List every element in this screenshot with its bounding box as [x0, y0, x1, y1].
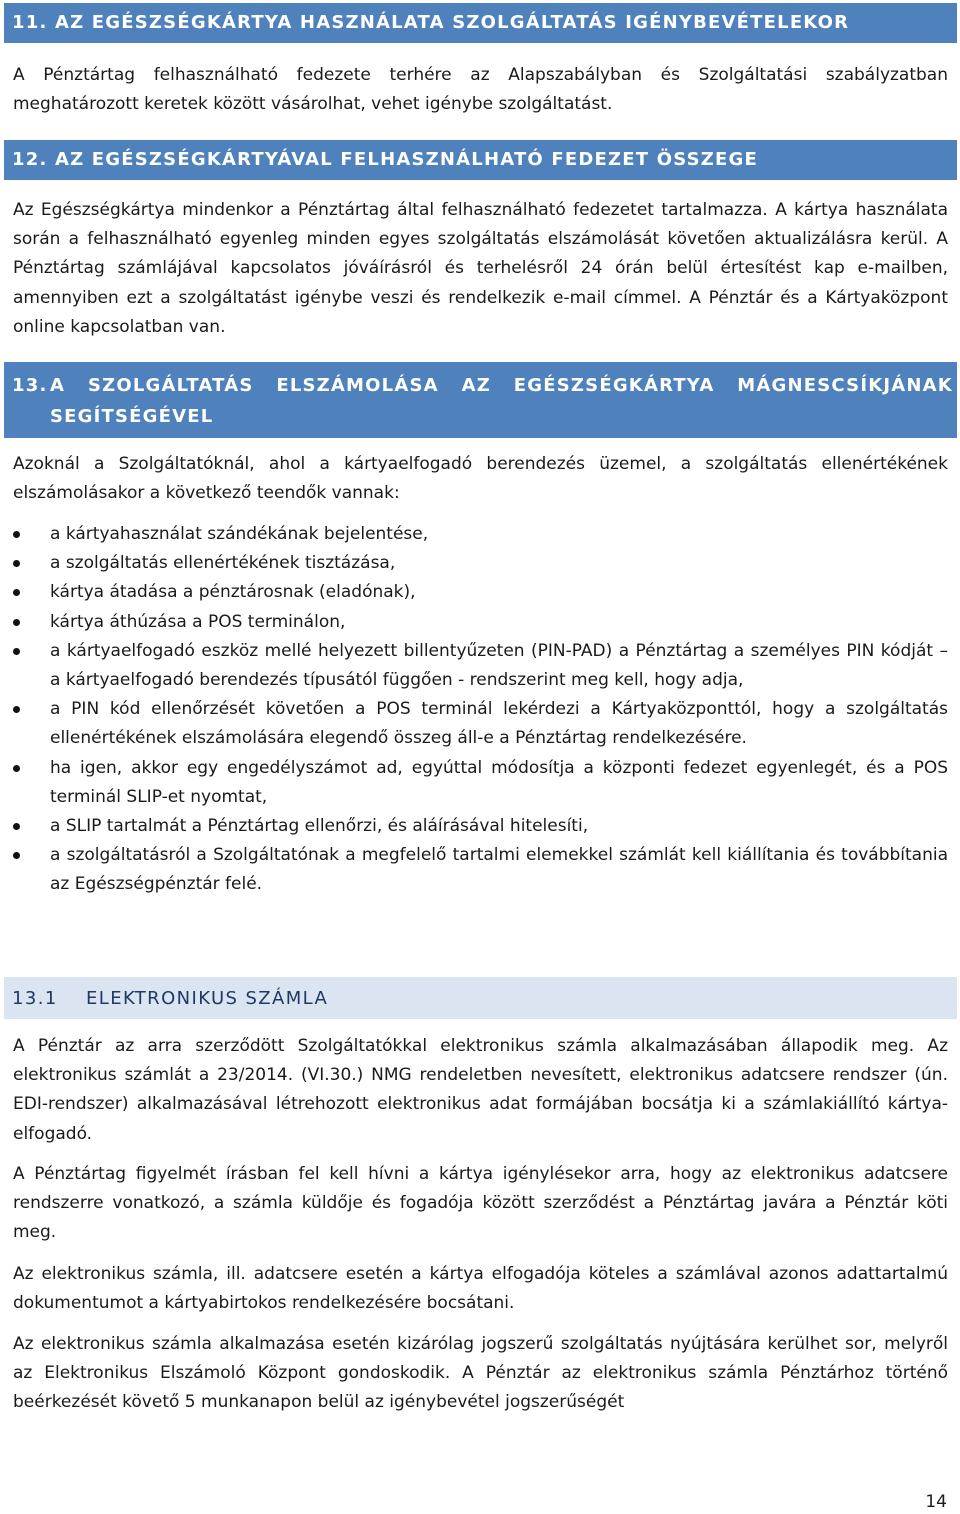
bullet-icon: [13, 765, 20, 772]
section-12-paragraph: Az Egészségkártya mindenkor a Pénztártag által felhasználható fedezetet tartalmazza. A kártya használata során a felhasználható egyenleg minden egyes szolgáltatás elszámolását követően aktualizálásra kerül. A Pénztártag számlájával kapcsolatos jóváírásról és terhelésről 24 órán belül értesítést kap e-mailben, amennyiben ezt a szolgáltatást igénybe veszi és rendelkezik e-mail címmel. A Pénztár és a Kártyaközpont online kapcsolatban van.: [13, 200, 948, 337]
section-13-1-paragraph-1: A Pénztár az arra szerződött Szolgáltatókkal elektronikus számla alkalmazásában állapodik meg. Az elektronikus számlát a 23/2014. (VI.30.) NMG rendeletben nevesített, elektronikus adatcsere rendszer (ún. EDI-rendszer) alkalmazásával létrehozott elektronikus adat formájában bocsátja ki a számlakiállító kártya-elfogadó.: [13, 1036, 948, 1144]
list-item-text: kártya átadása a pénztárosnak (eladónak),: [50, 582, 416, 603]
list-item: [13, 695, 948, 753]
list-item: [13, 754, 948, 812]
bullet-icon: [13, 531, 20, 538]
page-number: 14: [925, 1492, 947, 1512]
list-item-text: a SLIP tartalmát a Pénztártag ellenőrzi, és aláírásával hitelesíti,: [50, 816, 589, 837]
section-13-heading-word: MÁGNESCSÍKJÁNAK: [737, 375, 953, 396]
section-13-heading-words: [50, 370, 957, 401]
section-13-heading: [4, 362, 957, 438]
section-13-1-paragraph-3: Az elektronikus számla, ill. adatcsere esetén a kártya elfogadója köteles a számlával azonos adattartalmú dokumentumot a kártyabirtokos rendelkezésére bocsátani.: [13, 1264, 948, 1314]
section-12-heading: [4, 140, 957, 180]
section-13-1-paragraph-4: Az elektronikus számla alkalmazása esetén kizárólag jogszerű szolgáltatás nyújtására kerülhet sor, melyről az Elektronikus Elszámoló Központ gondoskodik. A Pénztár az elektronikus számla Pénztárhoz történő beérkezését követő 5 munkanapon belül az igénybevétel jogszerűségét: [13, 1334, 948, 1413]
list-item: [13, 841, 948, 899]
bullet-icon: [13, 852, 20, 859]
section-13-heading-word: EGÉSZSÉGKÁRTYA: [513, 375, 715, 396]
section-13-1-number: 13.1: [12, 988, 58, 1009]
section-13-1-title: ELEKTRONIKUS SZÁMLA: [86, 988, 329, 1009]
list-item-text: a szolgáltatás ellenértékének tisztázása,: [50, 553, 396, 574]
section-11-paragraph: A Pénztártag felhasználható fedezete terhére az Alapszabályban és Szolgáltatási szabályzatban meghatározott keretek között vásárolhat, vehet igénybe szolgáltatást.: [13, 65, 948, 115]
section-13-number: 13.: [12, 375, 48, 396]
section-13-heading-word: ELSZÁMOLÁSA: [276, 375, 439, 396]
section-11-heading-text: 11. AZ EGÉSZSÉGKÁRTYA HASZNÁLATA SZOLGÁLTATÁS IGÉNYBEVÉTELEKOR: [12, 12, 850, 33]
list-item-text: ha igen, akkor egy engedélyszámot ad, egyúttal módosítja a központi fedezet egyenlegét, és a POS terminál SLIP-et nyomtat,: [50, 757, 948, 807]
bullet-icon: [13, 823, 20, 830]
section-13-heading-continuation: SEGÍTSÉGÉVEL: [50, 406, 214, 427]
list-item: [13, 520, 948, 549]
section-13-1-paragraph-2: A Pénztártag figyelmét írásban fel kell hívni a kártya igénylésekor arra, hogy az elektronikus adatcsere rendszerre vonatkozó, a számla küldője és fogadója között szerződést a Pénztártag javára a Pénztár köti meg.: [13, 1164, 948, 1243]
bullet-icon: [13, 706, 20, 713]
list-item-text: kártya áthúzása a POS terminálon,: [50, 611, 346, 632]
bullet-icon: [13, 619, 20, 626]
section-11-heading: [4, 3, 957, 43]
list-item-text: a kártyaelfogadó eszköz mellé helyezett billentyűzeten (PIN-PAD) a Pénztártag a személyes PIN kódját – a kártyaelfogadó berendezés típusától függően - rendszerint meg kell, hogy adja,: [50, 640, 948, 691]
list-item: [13, 549, 948, 578]
section-13-heading-word: A: [50, 375, 66, 396]
list-item: [13, 578, 948, 607]
list-item: [13, 608, 948, 637]
list-item-text: a kártyahasználat szándékának bejelentése,: [50, 524, 429, 544]
section-12-heading-text: 12. AZ EGÉSZSÉGKÁRTYÁVAL FELHASZNÁLHATÓ FEDEZET ÖSSZEGE: [12, 149, 758, 170]
section-13-heading-word: AZ: [461, 375, 491, 396]
section-13-1-heading: [4, 977, 957, 1019]
list-item: [13, 812, 948, 841]
list-item-text: a szolgáltatásról a Szolgáltatónak a megfelelő tartalmi elemekkel számlát kell kiállítania és továbbítania az Egészségpénztár felé.: [50, 845, 948, 895]
list-item-text: a PIN kód ellenőrzését követően a POS terminál lekérdezi a Kártyaközponttól, hogy a szolgáltatás ellenértékének elszámolására elegendő összeg áll-e a Pénztártag rendelkezésére.: [50, 699, 948, 749]
bullet-icon: [13, 560, 20, 567]
list-item: [13, 637, 948, 695]
bullet-icon: [13, 648, 20, 655]
bullet-icon: [13, 589, 20, 596]
section-13-intro: Azoknál a Szolgáltatóknál, ahol a kártyaelfogadó berendezés üzemel, a szolgáltatás ellenértékének elszámolásakor a következő teendők vannak:: [13, 454, 948, 504]
section-13-steps-list: [13, 520, 948, 900]
section-13-heading-word: SZOLGÁLTATÁS: [87, 375, 254, 396]
